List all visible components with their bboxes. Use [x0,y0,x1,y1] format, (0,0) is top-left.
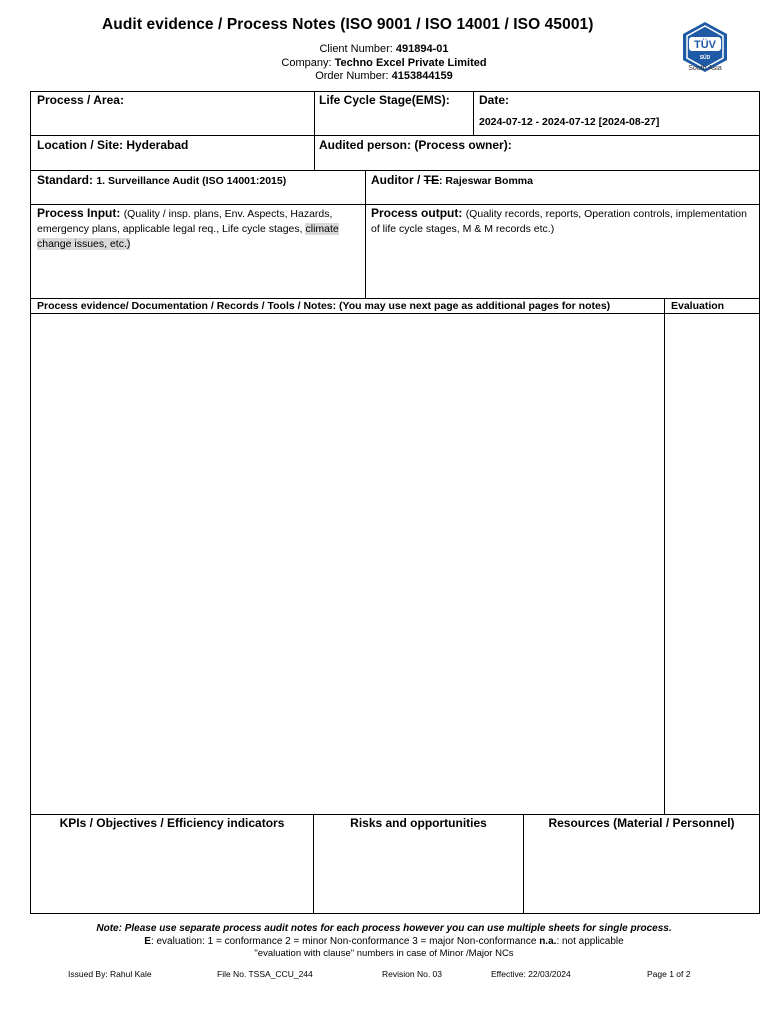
audited-person-label: Audited person: (Process owner): [319,138,512,152]
note-line-3: "evaluation with clause" numbers in case of Minor /Major NCs [254,948,514,959]
client-number-line [0,42,768,56]
auditor-te: TE [423,173,440,187]
footer-issued-by: Issued By: Rahul Kale [68,969,152,979]
footer-effective-date: Effective: 22/03/2024 [491,969,571,979]
process-input-label: Process Input: [37,206,124,220]
note-na: n.a. [539,936,557,947]
auditor-value: : Rajeswar Bomma [439,175,533,187]
company-value: Techno Excel Private Limited [334,57,487,69]
client-number-label: Client Number: [319,43,396,55]
logo-region: South Asia [688,65,722,72]
order-number-line [0,69,768,83]
process-input-highlight: climate change issues, etc.) [37,223,339,250]
document-title: Audit evidence / Process Notes (ISO 9001 / ISO 14001 / ISO 45001) [102,16,594,33]
process-input-text: (Quality / insp. plans, Env. Aspects, Hazards, emergency plans, applicable legal req., Life cycle stages, [37,208,333,235]
audit-form [30,91,760,914]
process-output-text: (Quality records, reports, Operation controls, implementation of life cycle stages, M & M records etc.) [371,208,747,235]
process-evidence-header: Process evidence/ Documentation / Records / Tools / Notes: (You may use next page as additional pages for notes) [37,300,611,312]
logo-text: TÜV [694,39,716,51]
process-output-label: Process output: [371,206,466,220]
note-e: E [144,936,151,947]
date-value: 2024-07-12 - 2024-07-12 [2024-08-27] [479,116,660,128]
location-site-label: Location / Site: Hyderabad [37,138,189,152]
note-line-1: Note: Please use separate process audit notes for each process however you can use multiple sheets for single process. [96,923,672,934]
footer-page-number: Page 1 of 2 [647,969,691,979]
note-evaluation-text: : evaluation: 1 = conformance 2 = minor Non-conformance 3 = major Non-conformance [150,936,540,947]
standard-label: Standard: [37,173,97,187]
auditor-field [371,173,533,188]
company-line [0,56,768,70]
process-input-field [37,206,359,251]
client-number-value: 491894-01 [395,43,449,55]
standard-field [37,173,286,188]
standard-value: 1. Surveillance Audit (ISO 14001:2015) [96,175,287,187]
footer-file-number: File No. TSSA_CCU_244 [217,969,313,979]
note-line-2 [0,936,768,947]
process-area-label: Process / Area: [37,93,124,107]
life-cycle-stage-label: Life Cycle Stage(EMS): [319,93,450,107]
risks-header: Risks and opportunities [350,816,487,830]
note-na-text: : not applicable [556,936,624,947]
date-label: Date: [479,93,510,107]
order-number-label: Order Number: [315,70,392,82]
process-output-field [371,206,751,236]
evaluation-header: Evaluation [671,300,725,312]
kpi-header: KPIs / Objectives / Efficiency indicators [59,816,285,830]
auditor-label: Auditor / [371,173,424,187]
company-label: Company: [281,57,335,69]
order-number-value: 4153844159 [391,70,453,82]
resources-header: Resources (Material / Personnel) [548,816,735,830]
logo-subtext: SÜD [699,55,711,61]
footer-revision: Revision No. 03 [382,969,443,979]
